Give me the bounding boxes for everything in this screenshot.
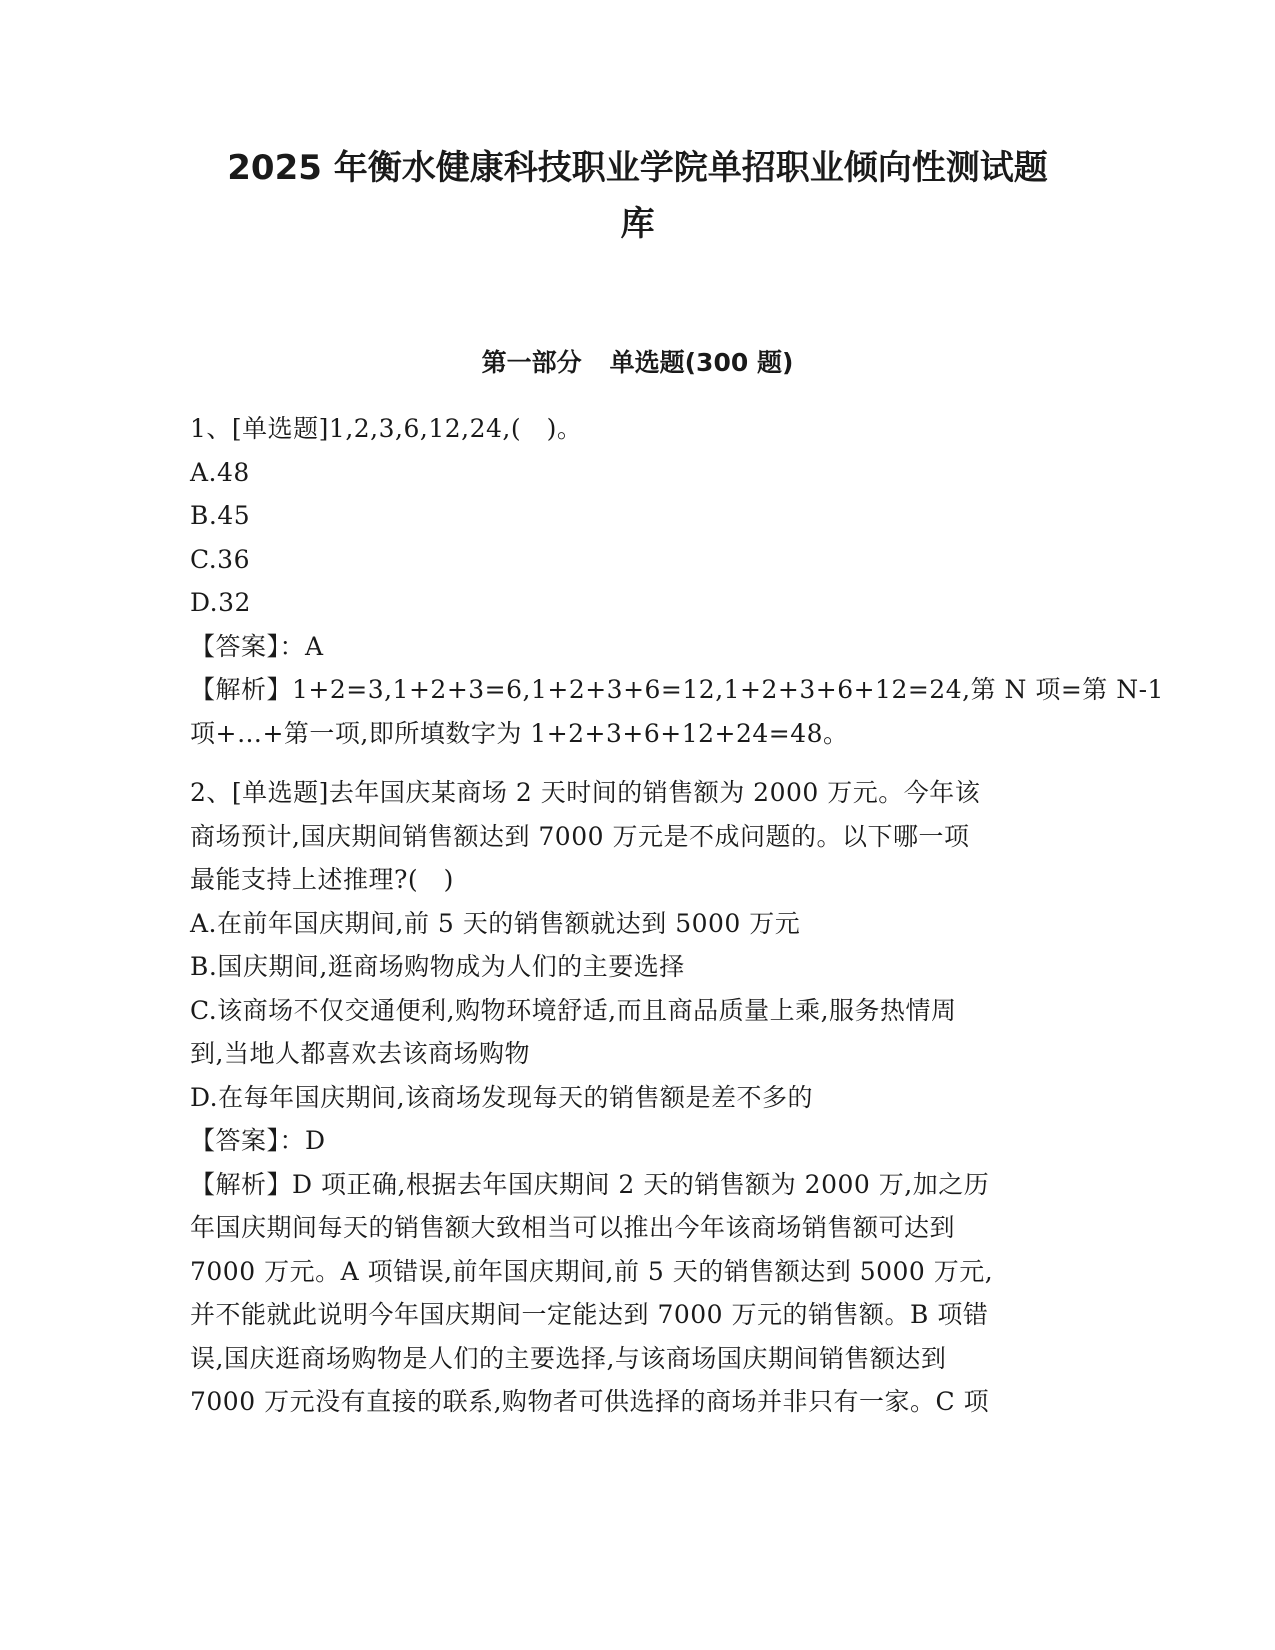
answer-line: 【答案】：A (190, 631, 324, 661)
analysis-line: 误,国庆逛商场购物是人们的主要选择,与该商场国庆期间销售额达到 (190, 1343, 947, 1373)
question-list (190, 407, 1164, 1424)
option-a: A.48 (190, 457, 250, 487)
question-stem-line: 1、[单选题]1,2,3,6,12,24,( )。 (190, 414, 583, 443)
analysis-line: 7000 万元。A 项错误,前年国庆期间,前 5 天的销售额达到 5000 万元, (190, 1256, 994, 1286)
option-d: D.在每年国庆期间,该商场发现每天的销售额是差不多的 (190, 1082, 814, 1112)
analysis-line: 项+…+第一项,即所填数字为 1+2+3+6+12+24=48。 (190, 718, 849, 748)
question-stem-line: 2、[单选题]去年国庆某商场 2 天时间的销售额为 2000 万元。今年该 (190, 778, 981, 807)
section-title: 第一部分 (481, 348, 582, 377)
section-subtitle: 单选题(300 题) (609, 348, 794, 377)
section-heading (150, 345, 1125, 381)
option-c-continued: 到,当地人都喜欢去该商场购物 (190, 1039, 530, 1068)
option-c: C.36 (190, 544, 250, 574)
analysis-line: 7000 万元没有直接的联系,购物者可供选择的商场并非只有一家。C 项 (190, 1387, 990, 1416)
question-stem-line: 商场预计,国庆期间销售额达到 7000 万元是不成问题的。以下哪一项 (190, 821, 970, 851)
question-2 (190, 771, 1090, 1424)
option-a: A.在前年国庆期间,前 5 天的销售额就达到 5000 万元 (190, 908, 801, 938)
question-stem-line: 最能支持上述推理?( ) (190, 865, 454, 894)
analysis-line: 并不能就此说明今年国庆期间一定能达到 7000 万元的销售额。B 项错 (190, 1300, 989, 1329)
analysis-line: 年国庆期间每天的销售额大致相当可以推出今年该商场销售额可达到 (190, 1213, 956, 1242)
page-title (150, 140, 1125, 252)
option-b: B.45 (190, 501, 251, 530)
option-b: B.国庆期间,逛商场购物成为人们的主要选择 (190, 952, 685, 981)
question-1 (190, 407, 1164, 755)
option-d: D.32 (190, 588, 251, 617)
page-title-line-1: 2025 年衡水健康科技职业学院单招职业倾向性测试题 (227, 148, 1048, 188)
page-title-line-2: 库 (620, 204, 655, 244)
analysis-line: 【解析】D 项正确,根据去年国庆期间 2 天的销售额为 2000 万,加之历 (190, 1169, 990, 1199)
answer-line: 【答案】：D (190, 1126, 326, 1155)
option-c: C.该商场不仅交通便利,购物环境舒适,而且商品质量上乘,服务热情周 (190, 995, 957, 1025)
analysis-line: 【解析】1+2=3,1+2+3=6,1+2+3+6=12,1+2+3+6+12=24,第 N 项=第 N-1 (190, 675, 1164, 704)
